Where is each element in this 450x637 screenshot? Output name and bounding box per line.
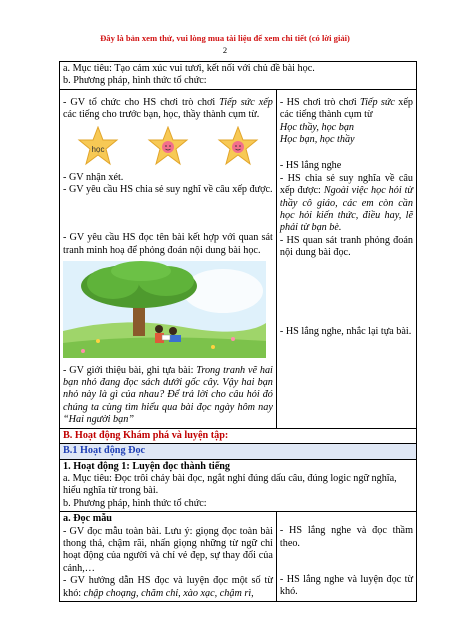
star-card-icon bbox=[77, 126, 119, 166]
star-label: học bbox=[91, 144, 105, 154]
table-row bbox=[60, 62, 417, 90]
phrase-two: Học bạn, học thầy bbox=[279, 134, 355, 146]
section-b1-heading: B.1 Hoạt động Đọc bbox=[60, 444, 417, 459]
student-step-observe: - HS quan sát tranh phỏng đoán nội dung bài đọc. bbox=[279, 234, 413, 259]
teacher-column bbox=[60, 89, 277, 428]
teacher-step-observe: - GV yêu cầu HS đọc tên bài kết hợp với quan sát tranh minh hoạ để phỏng đoán nội dung bài học. bbox=[63, 232, 273, 256]
lesson-table bbox=[59, 61, 417, 602]
student-step-repeat: - HS lắng nghe, nhắc lại tựa bài. bbox=[279, 325, 412, 337]
page-number: 2 bbox=[222, 45, 228, 55]
preview-banner: Đây là bản xem thử, vui lòng mua tài liệu để xem chi tiết (có lời giải) bbox=[100, 33, 350, 43]
activity-one-title: 1. Hoạt động 1: Luyện đọc thành tiếng bbox=[63, 460, 230, 472]
activity-one-method: b. Phương pháp, hình thức tổ chức: bbox=[63, 497, 207, 509]
student-column bbox=[276, 89, 416, 428]
section-b-heading: B. Hoạt động Khám phá và luyện tập: bbox=[60, 428, 417, 443]
student-step-listen: - HS lắng nghe bbox=[279, 160, 342, 172]
teacher-step-feedback: - GV nhận xét. bbox=[63, 171, 124, 183]
activity-one-goal: a. Mục tiêu: Đọc trôi chảy bài đọc, ngắt nghỉ đúng dấu câu, đúng logic ngữ nghĩa, hiểu nghĩa từ trong bài. bbox=[63, 472, 397, 497]
reading-under-tree-illustration bbox=[63, 261, 266, 358]
table-row bbox=[60, 512, 417, 602]
model-reading-title: a. Đọc mẫu bbox=[63, 513, 112, 525]
star-card-icon bbox=[217, 126, 259, 166]
goal-text: a. Mục tiêu: Tạo cảm xúc vui tươi, kết nối với chủ đề bài học. bbox=[63, 63, 315, 74]
intro-goal-cell bbox=[60, 62, 417, 90]
teacher-step-intro: - GV giới thiệu bài, ghi tựa bài: Trong tranh vẽ hai bạn nhỏ đang đọc sách dưới gốc cây. Vậy hai bạn nhỏ này là gì của nhau? Để trả lời cho câu hỏi đó chúng ta cùng tìm hiểu qua bài đọc ngày hôm nay “Hai người bạn” bbox=[63, 364, 273, 426]
student-step-game: - HS chơi trò chơi Tiếp sức xếp các tiếng thành cụm từ bbox=[279, 96, 413, 121]
student-practice-words: - HS lắng nghe và luyện đọc từ khó. bbox=[279, 573, 413, 598]
model-reading-step: - GV đọc mẫu toàn bài. Lưu ý: giọng đọc toàn bài thong thả, chậm rãi, nhấn giọng những từ ngữ chỉ hoạt động của người và chỉ vẻ đẹp, sự thay đổi của cảnh,… bbox=[63, 525, 273, 574]
teacher-step-game: - GV tổ chức cho HS chơi trò chơi Tiếp sức xếp các tiếng cho trước bạn, học, thầy thành cụm từ. bbox=[63, 96, 273, 121]
star-cards bbox=[63, 126, 273, 166]
table-row bbox=[60, 428, 417, 443]
student-listen-read: - HS lắng nghe và đọc thầm theo. bbox=[279, 525, 413, 549]
activity-one-cell bbox=[60, 459, 417, 512]
star-card-icon bbox=[147, 126, 189, 166]
student-step-share: - HS chia sẻ suy nghĩa về câu xếp được: Ngoài việc học hỏi từ thầy cô giáo, các em còn cần học hỏi kiến thức, điều hay, lẽ phải từ bạn bè. bbox=[279, 172, 413, 234]
hard-words-step: - GV hướng dẫn HS đọc và luyện đọc một số từ khó: chập choạng, chăm chỉ, xào xạc, chậm rì, bbox=[63, 575, 273, 599]
teacher-reading-column bbox=[60, 512, 277, 602]
phrase-one: Học thầy, học bạn bbox=[279, 121, 355, 133]
teacher-step-share: - GV yêu cầu HS chia sẻ suy nghĩ về câu xếp được. bbox=[63, 184, 273, 196]
student-reading-column bbox=[276, 512, 416, 602]
table-row bbox=[60, 89, 417, 428]
table-row bbox=[60, 444, 417, 459]
method-text: b. Phương pháp, hình thức tổ chức: bbox=[63, 75, 207, 87]
table-row bbox=[60, 459, 417, 512]
